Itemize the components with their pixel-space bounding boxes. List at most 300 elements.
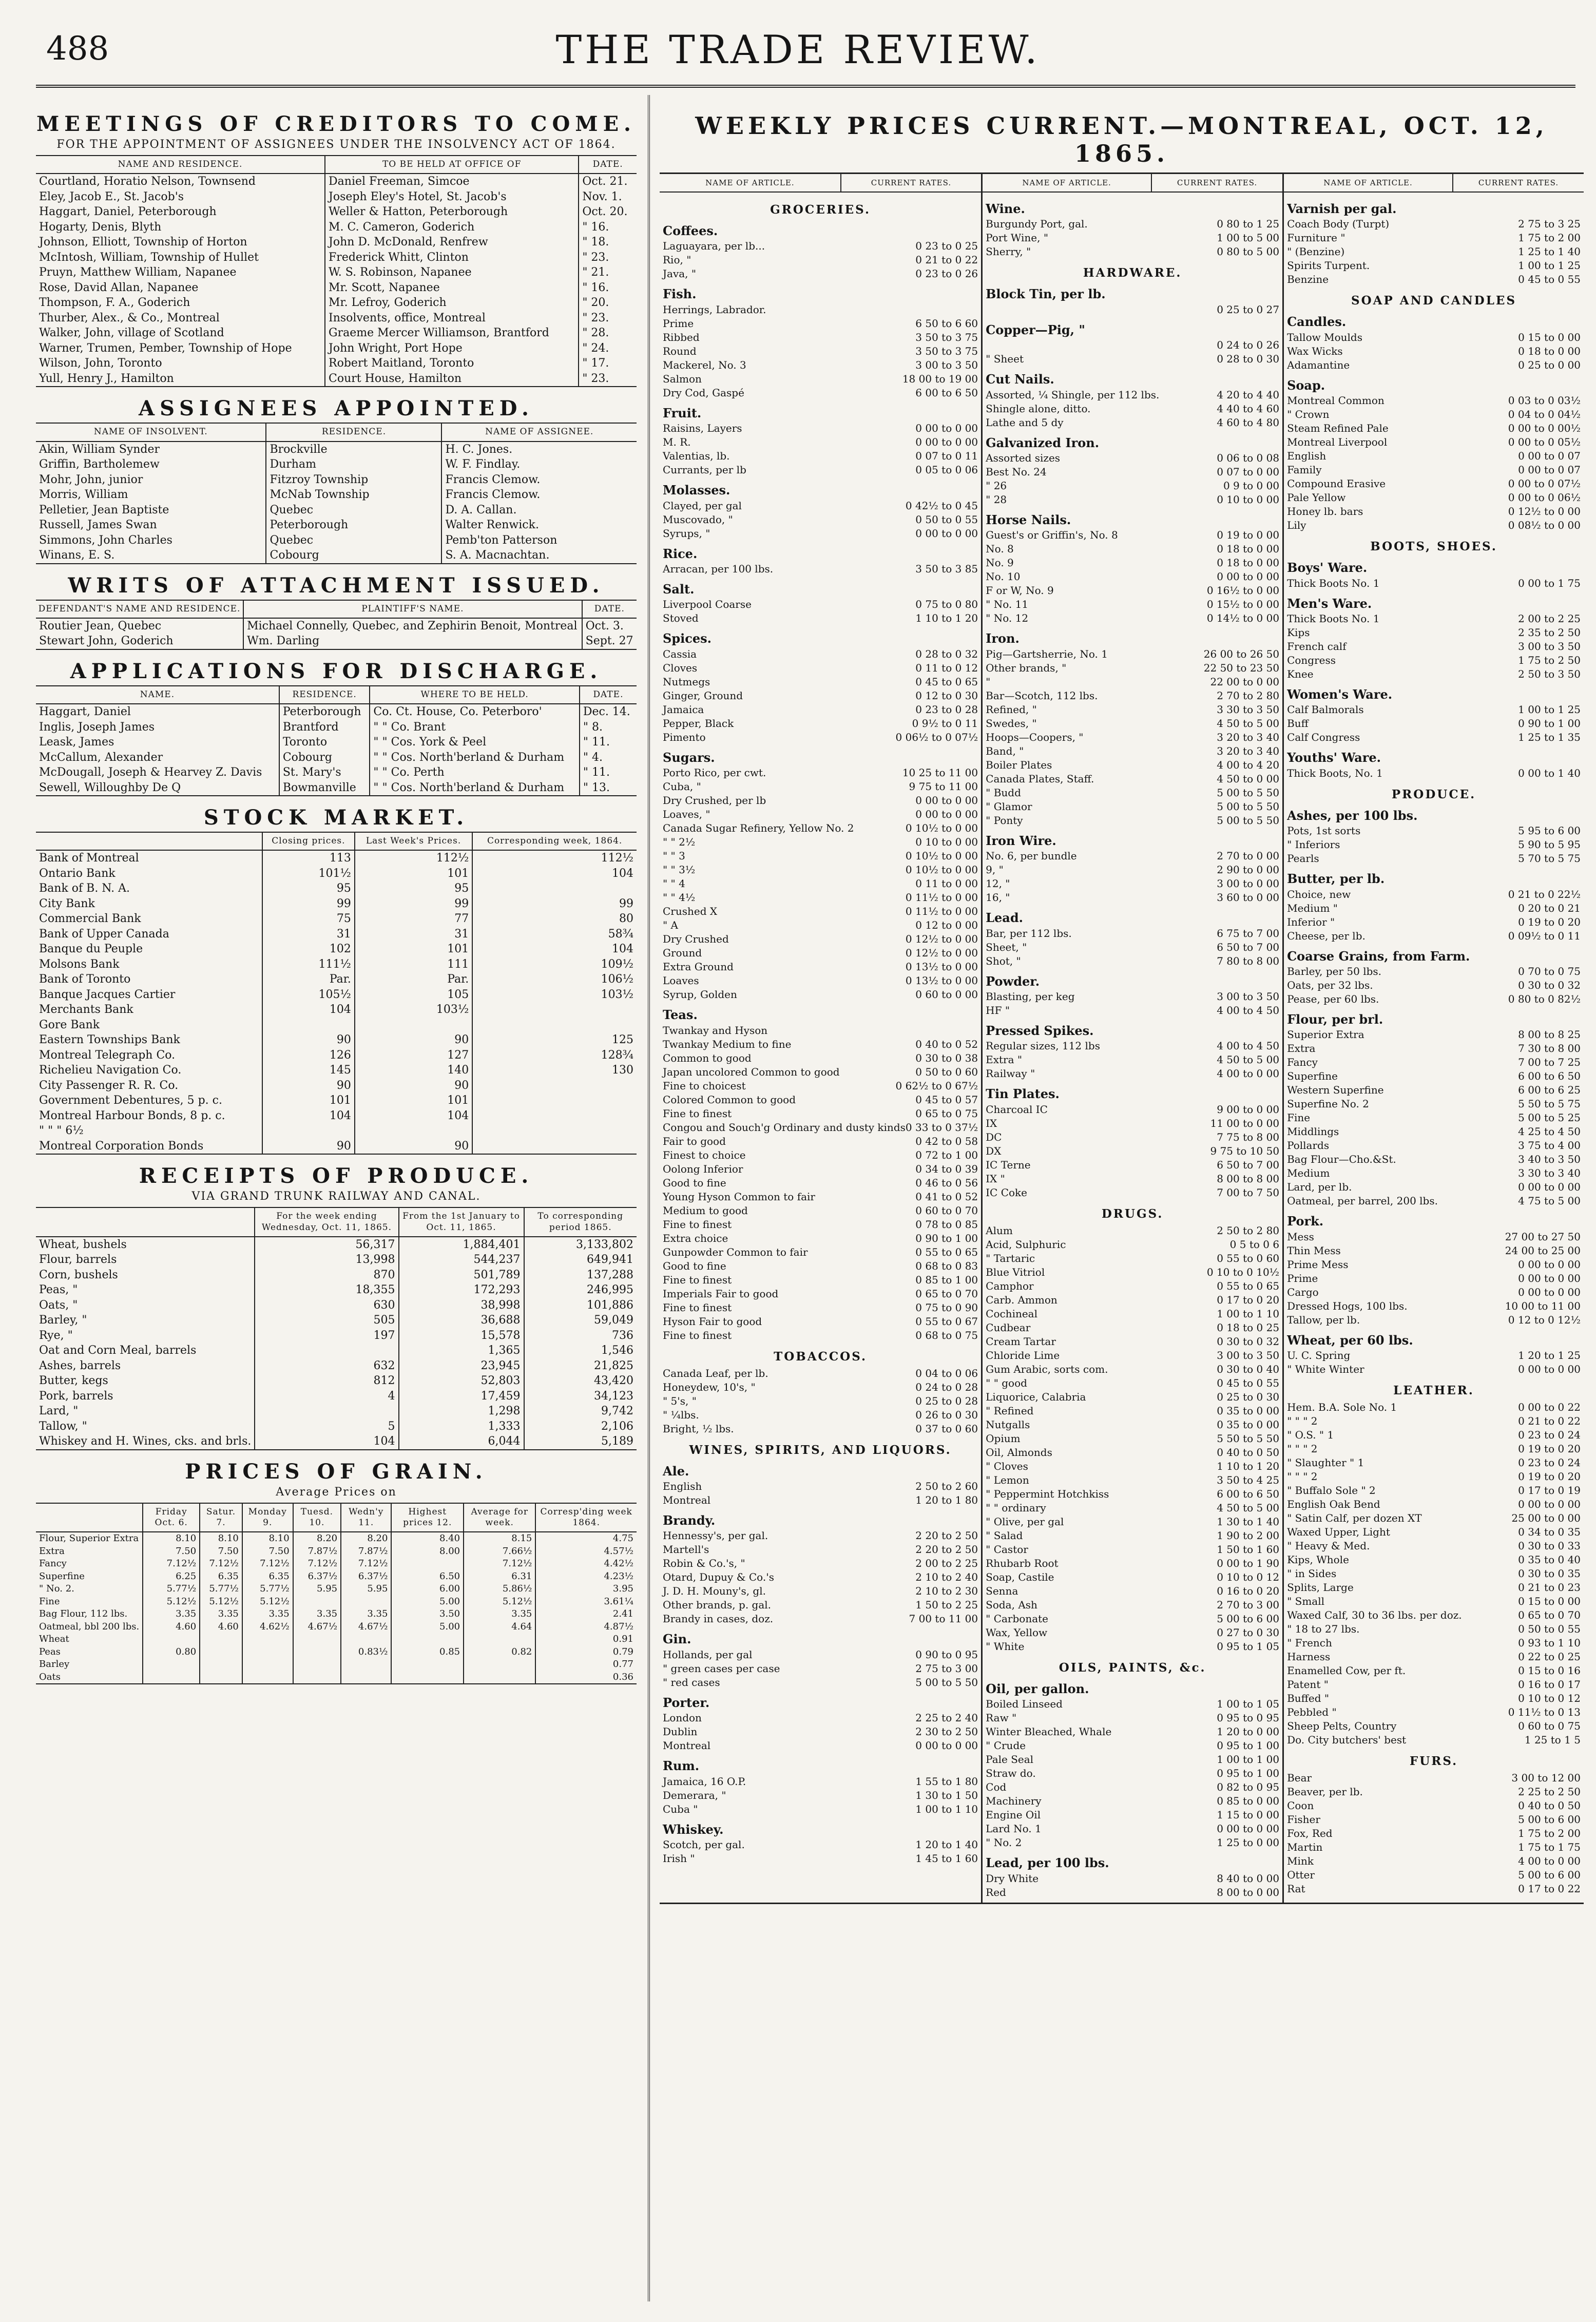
article-name: 16, " (986, 891, 1010, 904)
table-cell: 501,789 (399, 1268, 524, 1283)
article-name: Extra " (986, 1053, 1023, 1066)
article-name: Superfine No. 2 (1287, 1098, 1369, 1110)
table-cell: Oatmeal, bbl 200 lbs. (39, 1621, 140, 1632)
rates-header: CURRENT RATES. (1452, 174, 1584, 191)
table-cell: 109½ (472, 957, 637, 972)
discharge-table (36, 685, 637, 796)
table-row (36, 1621, 637, 1634)
article-name: No. 6, per bundle (986, 850, 1077, 862)
article-rate: 0 19 to 0 00 (1217, 529, 1280, 542)
article-rate: 0 50 to 0 55 (1518, 1623, 1581, 1636)
table-cell: Court House, Hamilton (325, 371, 579, 387)
category-heading: Sugars. (663, 750, 715, 765)
article-name: Crushed X (663, 905, 718, 918)
price-item (1287, 1313, 1581, 1327)
article-rate: 0 30 to 0 33 (1518, 1540, 1581, 1552)
article-rate: 4 75 to 5 00 (1518, 1195, 1581, 1207)
category-heading: Rum. (663, 1758, 700, 1774)
article-rate: 1 00 to 1 00 (1217, 1753, 1280, 1766)
table-cell: Dec. 14. (580, 704, 637, 720)
article-name: Extra Ground (663, 961, 734, 973)
article-rate: 0 95 to 1 05 (1217, 1640, 1280, 1653)
article-name: Pebbled " (1287, 1706, 1337, 1719)
table-cell: " " Co. Perth (370, 765, 579, 780)
article-name: Burgundy Port, gal. (986, 218, 1088, 231)
table-cell (242, 1646, 293, 1659)
article-name: Japan uncolored Common to good (663, 1065, 840, 1078)
table-cell: Joseph Eley's Hotel, St. Jacob's (325, 189, 579, 205)
table-cell: 1,546 (524, 1343, 637, 1358)
price-item (663, 239, 978, 253)
price-item (986, 1418, 1279, 1432)
article-name: Mackerel, No. 3 (663, 358, 746, 371)
article-rate: 1 75 to 1 75 (1518, 1841, 1581, 1854)
article-name: English Oak Bend (1287, 1498, 1380, 1511)
table-cell (472, 1078, 637, 1093)
category-heading: Horse Nails. (986, 512, 1071, 527)
article-rate: 2 50 to 2 60 (915, 1480, 978, 1493)
article-rate: 0 11 to 0 00 (915, 877, 978, 890)
article-name: " " 4½ (663, 891, 696, 904)
article-rate: 5 70 to 5 75 (1518, 852, 1581, 865)
table-row (36, 1063, 637, 1078)
price-item (663, 499, 978, 513)
table-cell: Walker, John, village of Scotland (39, 327, 224, 340)
article-name: Calf Congress (1287, 731, 1360, 744)
table-cell (391, 1633, 464, 1646)
article-rate: 4 40 to 4 60 (1217, 402, 1280, 415)
article-name: Pepper, Black (663, 717, 734, 730)
weekly-col-3 (1282, 174, 1584, 1903)
article-name: Regular sizes, 112 lbs (986, 1040, 1100, 1052)
article-name: Other brands, " (986, 661, 1067, 674)
price-item (986, 1103, 1279, 1117)
article-rate: 0 85 to 0 00 (1217, 1795, 1280, 1808)
table-cell: Warner, Trumen, Pember, Township of Hope (39, 341, 292, 355)
price-item (1287, 463, 1581, 477)
article-rate: 22 50 to 23 50 (1203, 661, 1280, 674)
article-name: French calf (1287, 640, 1347, 653)
article-name: Cod (986, 1781, 1007, 1794)
column-header: Highest prices 12. (391, 1503, 464, 1532)
article-name: Cream Tartar (986, 1335, 1056, 1348)
price-item (986, 1172, 1279, 1186)
article-name: " " " 2 (1287, 1470, 1318, 1483)
article-rate: 0 17 to 0 22 (1518, 1883, 1581, 1895)
table-cell: 103½ (472, 987, 637, 1003)
article-name: Congress (1287, 654, 1336, 667)
price-item (1287, 1258, 1581, 1272)
price-item (986, 352, 1279, 366)
table-cell: 5.86½ (464, 1583, 535, 1596)
price-item (986, 303, 1279, 317)
column-header: Tuesd. 10. (293, 1503, 341, 1532)
table-row (36, 220, 637, 235)
article-name: " " " 2 (1287, 1443, 1318, 1455)
price-item (663, 1422, 978, 1436)
category-heading: Iron Wire. (986, 833, 1056, 848)
article-rate: 0 28 to 0 30 (1217, 353, 1280, 366)
price-item (663, 1543, 978, 1557)
article-name: " Inferiors (1287, 838, 1340, 851)
price-item (986, 1144, 1279, 1158)
price-item (1287, 1581, 1581, 1595)
price-item (1287, 1125, 1581, 1139)
article-name: Raisins, Layers (663, 422, 742, 435)
table-cell: 9,742 (524, 1404, 637, 1419)
table-cell: Ashes, barrels (39, 1359, 121, 1372)
section-heading: GROCERIES. (770, 203, 871, 217)
price-item (1287, 626, 1581, 640)
table-cell: 812 (255, 1373, 398, 1389)
table-cell: " 23. (579, 371, 637, 387)
category-heading: Women's Ware. (1287, 687, 1393, 702)
table-row (36, 1139, 637, 1155)
table-cell: Russell, James Swan (39, 519, 157, 531)
article-rate: 24 00 to 25 00 (1505, 1244, 1581, 1257)
table-cell: Flour, Superior Extra (39, 1533, 139, 1544)
table-cell: 101 (262, 1093, 355, 1108)
table-cell: 5.95 (293, 1583, 341, 1596)
price-item (986, 1363, 1279, 1376)
article-rate: 0 27 to 0 30 (1217, 1626, 1280, 1639)
table-row (36, 1358, 637, 1374)
price-item (986, 1808, 1279, 1822)
price-item (663, 1480, 978, 1493)
article-rate: 0 00 to 0 00 (915, 808, 978, 821)
article-name: Bar—Scotch, 112 lbs. (986, 689, 1098, 702)
price-item (986, 1265, 1279, 1279)
table-cell: 0.82 (464, 1646, 535, 1659)
table-cell: Mr. Scott, Napanee (325, 280, 579, 296)
price-item (1287, 1553, 1581, 1567)
table-cell (262, 1018, 355, 1033)
category-heading: Candles. (1287, 314, 1347, 330)
price-item (986, 1039, 1279, 1053)
table-row (36, 720, 637, 735)
price-item (663, 1584, 978, 1598)
table-cell: 125 (472, 1032, 637, 1048)
price-item (1287, 1363, 1581, 1376)
article-name: Demerara, " (663, 1789, 726, 1801)
article-rate: 9 75 to 11 00 (909, 780, 978, 793)
article-name: Lily (1287, 519, 1306, 532)
price-item (663, 253, 978, 267)
article-rate: 0 21 to 0 22 (915, 254, 978, 266)
price-item (1287, 1799, 1581, 1813)
price-item (1287, 1400, 1581, 1414)
table-cell: " 4. (580, 750, 637, 765)
article-rate: 0 11 to 0 12 (915, 661, 978, 674)
price-item (1287, 1166, 1581, 1180)
table-cell: 4.67½ (293, 1621, 341, 1634)
article-rate: 1 00 to 5 00 (1217, 232, 1280, 244)
table-cell: " 11. (580, 735, 637, 750)
table-cell: 8.40 (391, 1532, 464, 1545)
price-item (1287, 1525, 1581, 1539)
article-name: Boiled Linseed (986, 1698, 1063, 1711)
table-cell: Banque Jacques Cartier (39, 988, 176, 1001)
article-rate: 0 80 to 0 82½ (1508, 993, 1581, 1006)
table-cell: 7.12½ (242, 1558, 293, 1570)
article-rate: 2 00 to 2 25 (915, 1557, 978, 1570)
price-item (663, 808, 978, 821)
article-rate: 4 00 to 4 50 (1217, 1040, 1280, 1052)
article-name: No. 10 (986, 570, 1021, 583)
article-name: IX " (986, 1172, 1005, 1185)
table-cell: Tallow, " (39, 1419, 87, 1433)
article-name: No. 8 (986, 543, 1014, 555)
table-cell: Johnson, Elliott, Township of Horton (39, 236, 247, 249)
price-item (1287, 731, 1581, 744)
article-name: Nutgalls (986, 1418, 1030, 1431)
column-header: Last Week's Prices. (355, 832, 472, 850)
article-name: DX (986, 1144, 1002, 1157)
price-item (986, 1570, 1279, 1584)
article-rate: 0 16½ to 0 00 (1206, 584, 1280, 597)
category-heading: Powder. (986, 973, 1040, 989)
table-cell: Leask, James (39, 736, 114, 749)
article-rate: 0 00 to 0 00 (1518, 1258, 1581, 1271)
price-item (663, 1024, 978, 1038)
table-cell: 7.12½ (200, 1558, 242, 1570)
article-name: " Ponty (986, 814, 1023, 827)
table-cell: 104 (262, 1108, 355, 1124)
article-rate: 3 50 to 3 75 (915, 344, 978, 357)
price-item (663, 1079, 978, 1093)
article-name: Arracan, per 100 lbs. (663, 563, 774, 575)
table-cell: Rye, " (39, 1329, 73, 1342)
table-cell: 6.25 (143, 1570, 200, 1583)
price-item (663, 386, 978, 400)
price-item (986, 493, 1279, 507)
article-name: Engine Oil (986, 1809, 1041, 1821)
column-header: Closing prices. (262, 832, 355, 850)
article-name: Medium (1287, 1167, 1330, 1180)
price-item (663, 1775, 978, 1789)
price-item (986, 703, 1279, 717)
article-name: " French (1287, 1637, 1332, 1649)
table-cell (200, 1671, 242, 1684)
table-cell: Bank of Montreal (39, 852, 139, 865)
article-rate: 0 78 to 0 85 (915, 1218, 978, 1231)
table-cell: 75 (262, 911, 355, 927)
table-cell: 649,941 (524, 1252, 637, 1268)
table-cell: Durham (266, 457, 441, 472)
table-row (36, 1532, 637, 1545)
receipts-subtitle: VIA GRAND TRUNK RAILWAY AND CANAL. (191, 1190, 481, 1203)
article-rate: 0 10½ to 0 00 (905, 863, 978, 876)
meetings-subtitle: FOR THE APPOINTMENT OF ASSIGNEES UNDER THE INSOLVENCY ACT OF 1864. (56, 138, 616, 151)
article-name: Round (663, 344, 697, 357)
table-cell: Superfine (39, 1570, 85, 1582)
section-heading: FURS. (1409, 1754, 1458, 1769)
price-item (1287, 1650, 1581, 1664)
price-item (663, 1218, 978, 1232)
table-cell: Oct. 3. (582, 618, 637, 634)
article-name: Otard, Dupuy & Co.'s (663, 1571, 774, 1584)
assignees-title: ASSIGNEES APPOINTED. (139, 396, 534, 421)
article-rate: 0 30 to 0 32 (1217, 1335, 1280, 1348)
table-row (36, 1658, 637, 1671)
article-name: " Refined (986, 1404, 1034, 1417)
price-item (1287, 1414, 1581, 1428)
article-name: English (663, 1480, 702, 1493)
article-rate: 0 12½ to 0 00 (905, 947, 978, 959)
price-item (663, 1676, 978, 1690)
table-cell: 7.12½ (293, 1558, 341, 1570)
article-rate: 0 18 to 0 00 (1217, 556, 1280, 569)
table-cell: 1,333 (399, 1419, 524, 1434)
article-name: " Carbonate (986, 1612, 1049, 1625)
article-name: Fisher (1287, 1813, 1320, 1826)
article-rate: 5 00 to 5 50 (1217, 800, 1280, 813)
article-rate (841, 303, 978, 317)
table-cell: Fancy (39, 1558, 67, 1569)
article-name: Montreal Common (1287, 394, 1385, 407)
price-item (986, 954, 1279, 968)
column-header: RESIDENCE. (266, 423, 441, 441)
table-cell: " " Cos. North'berland & Durham (370, 780, 579, 796)
category-heading: Wine. (986, 201, 1025, 216)
table-cell: 5.00 (391, 1621, 464, 1634)
article-rate: 0 60 to 0 70 (915, 1204, 978, 1217)
article-rate: 1 25 to 1 40 (1518, 245, 1581, 258)
column-divider (648, 95, 650, 2301)
table-cell (143, 1658, 200, 1671)
price-item (663, 905, 978, 918)
article-name: Buff (1287, 717, 1309, 730)
table-cell: 8.20 (341, 1532, 391, 1545)
article-rate: 0 45 to 0 55 (1217, 1376, 1280, 1389)
table-row (36, 735, 637, 750)
price-item (986, 1390, 1279, 1404)
table-cell: 246,995 (524, 1282, 637, 1298)
price-item (986, 990, 1279, 1004)
article-rate: 5 90 to 5 95 (1518, 838, 1581, 851)
table-cell: " " Cos. North'berland & Durham (370, 750, 579, 765)
article-rate: 8 00 to 8 25 (1518, 1028, 1581, 1041)
table-cell: Graeme Mercer Williamson, Brantford (325, 325, 579, 341)
table-cell: Rose, David Allan, Napanee (39, 281, 199, 294)
category-heading: Ale. (663, 1463, 689, 1479)
table-cell: 104 (255, 1434, 398, 1450)
price-item (663, 891, 978, 905)
table-cell (242, 1671, 293, 1684)
table-cell: 38,998 (399, 1298, 524, 1313)
price-item (663, 1245, 978, 1259)
article-rate: 1 00 to 1 25 (1518, 703, 1581, 716)
article-name: No. 9 (986, 556, 1014, 569)
article-name: Assorted sizes (986, 452, 1061, 464)
table-row (36, 972, 637, 987)
table-cell: 5.77½ (143, 1583, 200, 1596)
article-name: Dressed Hogs, 100 lbs. (1287, 1299, 1408, 1312)
price-item (1287, 331, 1581, 344)
article-name: Twankay Medium to fine (663, 1038, 792, 1050)
section-heading: LEATHER. (1393, 1384, 1474, 1398)
name-header: NAME OF ARTICLE. (705, 178, 795, 187)
price-item (1287, 1705, 1581, 1719)
price-item (986, 1626, 1279, 1640)
category-heading: Coarse Grains, from Farm. (1287, 948, 1470, 964)
table-cell: Wheat (39, 1634, 69, 1645)
price-item (663, 421, 978, 435)
article-name: Loaves, " (663, 808, 710, 821)
price-item (986, 689, 1279, 703)
article-rate: 1 45 to 1 60 (915, 1852, 978, 1865)
category-heading: Flour, per brl. (1287, 1012, 1383, 1027)
table-cell: Richelieu Navigation Co. (39, 1064, 182, 1077)
grain-title: PRICES OF GRAIN. (185, 1459, 488, 1484)
price-item (663, 766, 978, 780)
article-rate: 1 50 to 2 25 (915, 1599, 978, 1611)
table-cell: John D. McDonald, Renfrew (325, 235, 579, 250)
table-cell (143, 1633, 200, 1646)
article-rate: 6 00 to 6 25 (1518, 1084, 1581, 1097)
article-name: " Crown (1287, 408, 1330, 421)
column-header: Wedn'y 11. (341, 1503, 391, 1532)
table-cell: 126 (262, 1048, 355, 1063)
article-rate: 0 30 to 0 35 (1518, 1567, 1581, 1580)
table-cell: Brockville (266, 442, 441, 457)
article-rate: 8 00 to 8 00 (1217, 1172, 1280, 1185)
table-cell: 36,688 (399, 1313, 524, 1328)
table-header-row (36, 686, 637, 704)
price-item (1287, 901, 1581, 915)
article-rate: 7 30 to 8 00 (1518, 1042, 1581, 1055)
article-rate: 0 19 to 0 20 (1518, 1443, 1581, 1455)
price-item (986, 1186, 1279, 1200)
article-rate: 0 10 to 0 12 (1217, 1570, 1280, 1583)
article-rate: 0 16 to 0 17 (1518, 1678, 1581, 1691)
article-rate: 8 00 to 0 00 (1217, 1886, 1280, 1898)
article-name: Cudbear (986, 1321, 1031, 1334)
price-item (1287, 1785, 1581, 1799)
article-rate: 1 75 to 2 00 (1518, 232, 1581, 244)
article-name: Lard No. 1 (986, 1822, 1042, 1835)
table-cell: Haggart, Daniel, Peterborough (39, 205, 217, 219)
article-name: Gunpowder Common to fair (663, 1245, 808, 1258)
table-cell: D. A. Callan. (441, 503, 637, 518)
article-rate: 1 30 to 1 40 (1217, 1515, 1280, 1528)
article-rate: 0 25 to 0 27 (1217, 303, 1280, 316)
article-rate: 1 20 to 1 25 (1518, 1349, 1581, 1362)
table-cell: 17,459 (399, 1389, 524, 1404)
table-row (36, 265, 637, 280)
article-name: Stoved (663, 612, 699, 625)
table-cell: 7.50 (242, 1545, 293, 1558)
table-cell: " 17. (579, 356, 637, 371)
table-cell (293, 1671, 341, 1684)
column-header: NAME OF INSOLVENT. (36, 423, 266, 441)
article-name: Dry Crushed (663, 933, 729, 946)
table-cell: 8.10 (200, 1532, 242, 1545)
table-cell: Montreal Harbour Bonds, 8 p. c. (39, 1109, 225, 1122)
price-item (663, 527, 978, 541)
table-cell: 0.80 (143, 1646, 200, 1659)
table-cell: 145 (262, 1063, 355, 1078)
article-name: Honeydew, 10's, " (663, 1380, 756, 1393)
column-header (36, 1503, 143, 1532)
table-cell: Peas, " (39, 1283, 78, 1297)
category-heading: Youths' Ware. (1287, 750, 1381, 765)
article-rate: 0 90 to 1 00 (915, 1232, 978, 1244)
category-heading: Lead, per 100 lbs. (986, 1855, 1109, 1871)
price-item (1287, 654, 1581, 667)
price-item (1287, 1664, 1581, 1678)
article-rate: 0 41 to 0 52 (915, 1190, 978, 1203)
